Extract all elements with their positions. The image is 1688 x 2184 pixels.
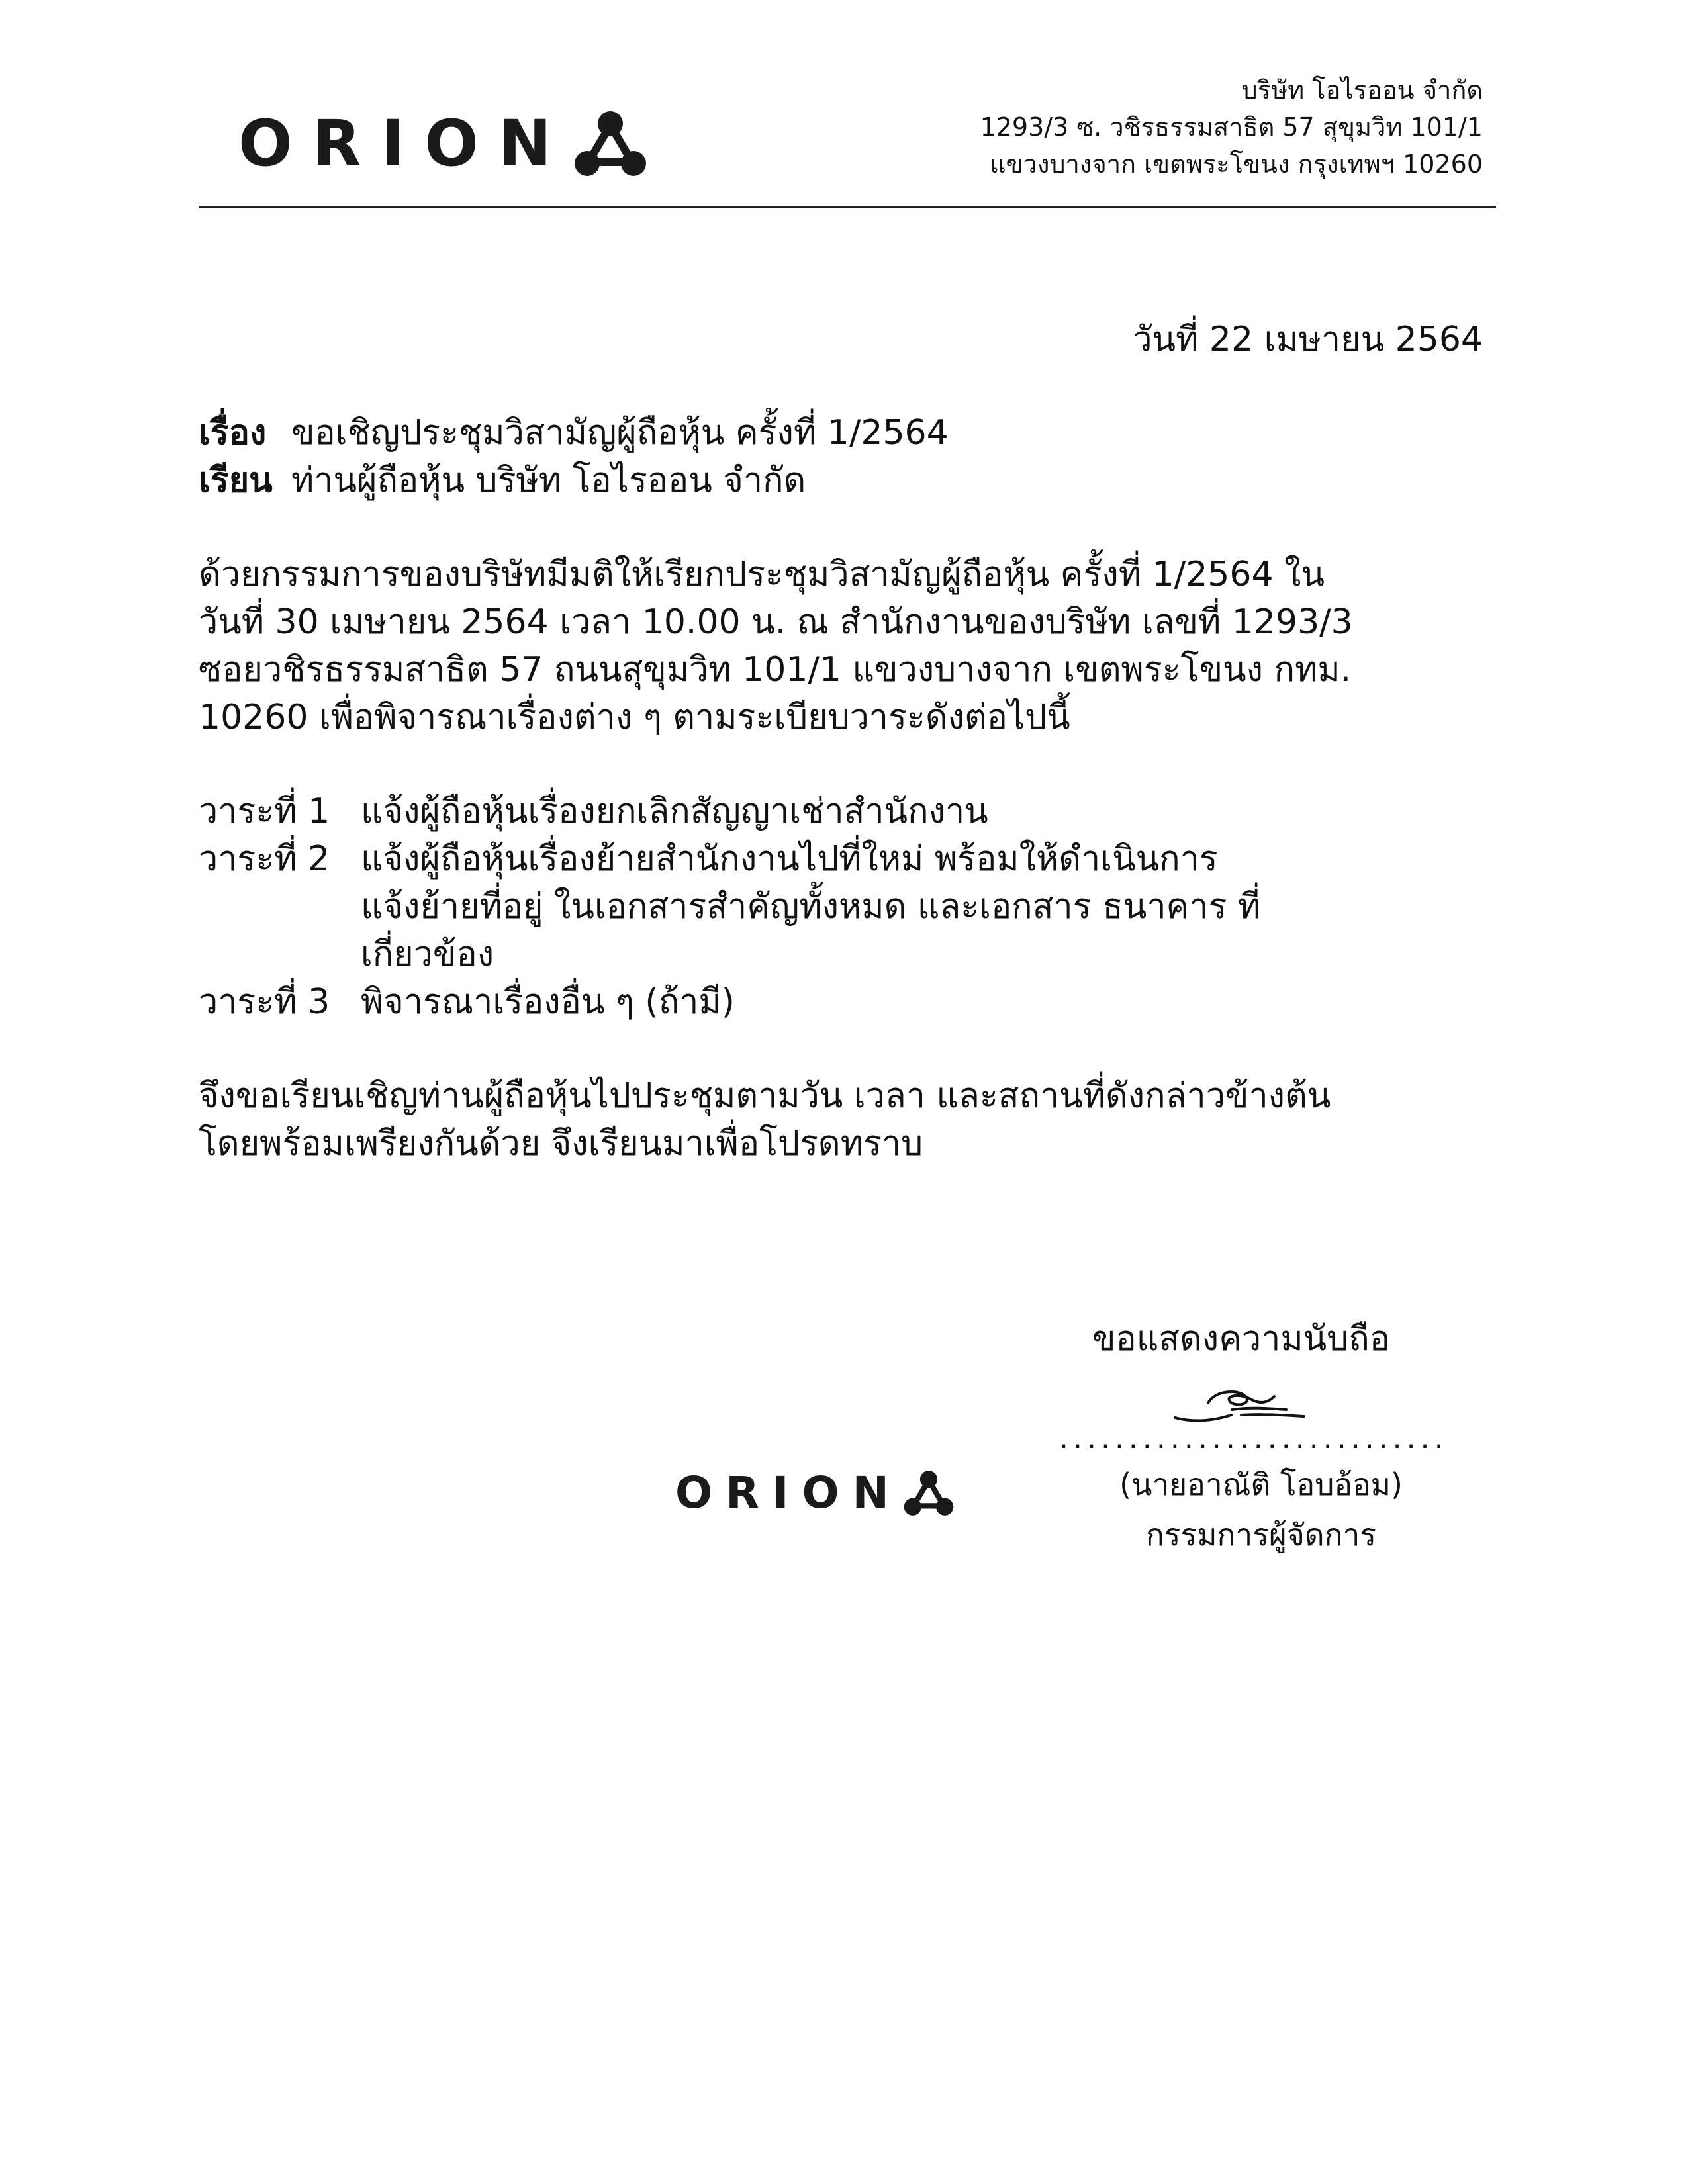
company-logo xyxy=(238,107,647,181)
signature-line: ............................ xyxy=(1059,1422,1448,1455)
intro-paragraph xyxy=(199,551,1496,741)
orion-molecule-icon xyxy=(904,1469,954,1517)
intro-line: วันที่ 30 เมษายน 2564 เวลา 10.00 น. ณ สำนักงานของบริษัท เลขที่ 1293/3 xyxy=(199,602,1353,642)
intro-line: ซอยวชิรธรรมสาธิต 57 ถนนสุขุมวิท 101/1 แขวงบางจาก เขตพระโขนง กทม. xyxy=(199,650,1352,690)
header-divider xyxy=(199,206,1496,208)
agenda-text: พิจารณาเรื่องอื่น ๆ (ถ้ามี) xyxy=(361,982,735,1022)
company-logo-footer xyxy=(675,1469,954,1517)
subject-text: ขอเชิญประชุมวิสามัญผู้ถือหุ้น ครั้งที่ 1/2564 xyxy=(291,413,949,453)
address-line-1: 1293/3 ซ. วชิรธรรมสาธิต 57 สุขุมวิท 101/1 xyxy=(980,113,1483,142)
agenda-item-2 xyxy=(199,835,1387,978)
agenda-text: เกี่ยวข้อง xyxy=(361,934,494,974)
agenda-text: แจ้งย้ายที่อยู่ ในเอกสารสำคัญทั้งหมด และเอกสาร ธนาคาร ที่ xyxy=(361,887,1261,927)
agenda-number: วาระที่ 2 xyxy=(199,839,330,879)
recipient-label: เรียน xyxy=(199,461,273,500)
subject-block xyxy=(199,409,949,504)
company-name: บริษัท โอไรออน จำกัด xyxy=(1241,75,1483,105)
address-line-2: แขวงบางจาก เขตพระโขนง กรุงเทพฯ 10260 xyxy=(990,150,1483,179)
agenda-text: แจ้งผู้ถือหุ้นเรื่องย้ายสำนักงานไปที่ใหม่ พร้อมให้ดำเนินการ xyxy=(361,839,1218,879)
closing-line: จึงขอเรียนเชิญท่านผู้ถือหุ้นไปประชุมตามวัน เวลา และสถานที่ดังกล่าวข้างต้น xyxy=(199,1076,1331,1116)
complimentary-close: ขอแสดงความนับถือ xyxy=(1092,1319,1390,1359)
recipient-text: ท่านผู้ถือหุ้น บริษัท โอไรออน จำกัด xyxy=(291,461,806,500)
letter-date: วันที่ 22 เมษายน 2564 xyxy=(1133,320,1483,359)
recipient-row xyxy=(199,457,949,504)
signer-title: กรรมการผู้จัดการ xyxy=(1145,1517,1377,1553)
orion-molecule-icon xyxy=(574,109,647,178)
agenda-number: วาระที่ 3 xyxy=(199,982,330,1022)
logo-wordmark: ORION xyxy=(675,1467,902,1518)
agenda-text: แจ้งผู้ถือหุ้นเรื่องยกเลิกสัญญาเช่าสำนักงาน xyxy=(361,792,988,831)
agenda-item-1 xyxy=(199,788,1387,835)
signature-block xyxy=(1059,1377,1463,1560)
intro-line: 10260 เพื่อพิจารณาเรื่องต่าง ๆ ตามระเบียบวาระดังต่อไปนี้ xyxy=(199,698,1070,737)
closing-line: โดยพร้อมเพรียงกันด้วย จึงเรียนมาเพื่อโปรดทราบ xyxy=(199,1124,923,1163)
logo-wordmark: ORION xyxy=(238,107,572,181)
subject-row xyxy=(199,409,949,457)
agenda-number: วาระที่ 1 xyxy=(199,792,330,831)
closing-paragraph xyxy=(199,1072,1496,1167)
signer-name: (นายอาณัติ โอบอ้อม) xyxy=(1119,1467,1403,1502)
agenda-list xyxy=(199,788,1387,1026)
agenda-item-3 xyxy=(199,978,1387,1026)
subject-label: เรื่อง xyxy=(199,413,267,453)
company-address-block xyxy=(980,71,1483,183)
intro-line: ด้วยกรรมการของบริษัทมีมติให้เรียกประชุมวิสามัญผู้ถือหุ้น ครั้งที่ 1/2564 ใน xyxy=(199,555,1325,594)
